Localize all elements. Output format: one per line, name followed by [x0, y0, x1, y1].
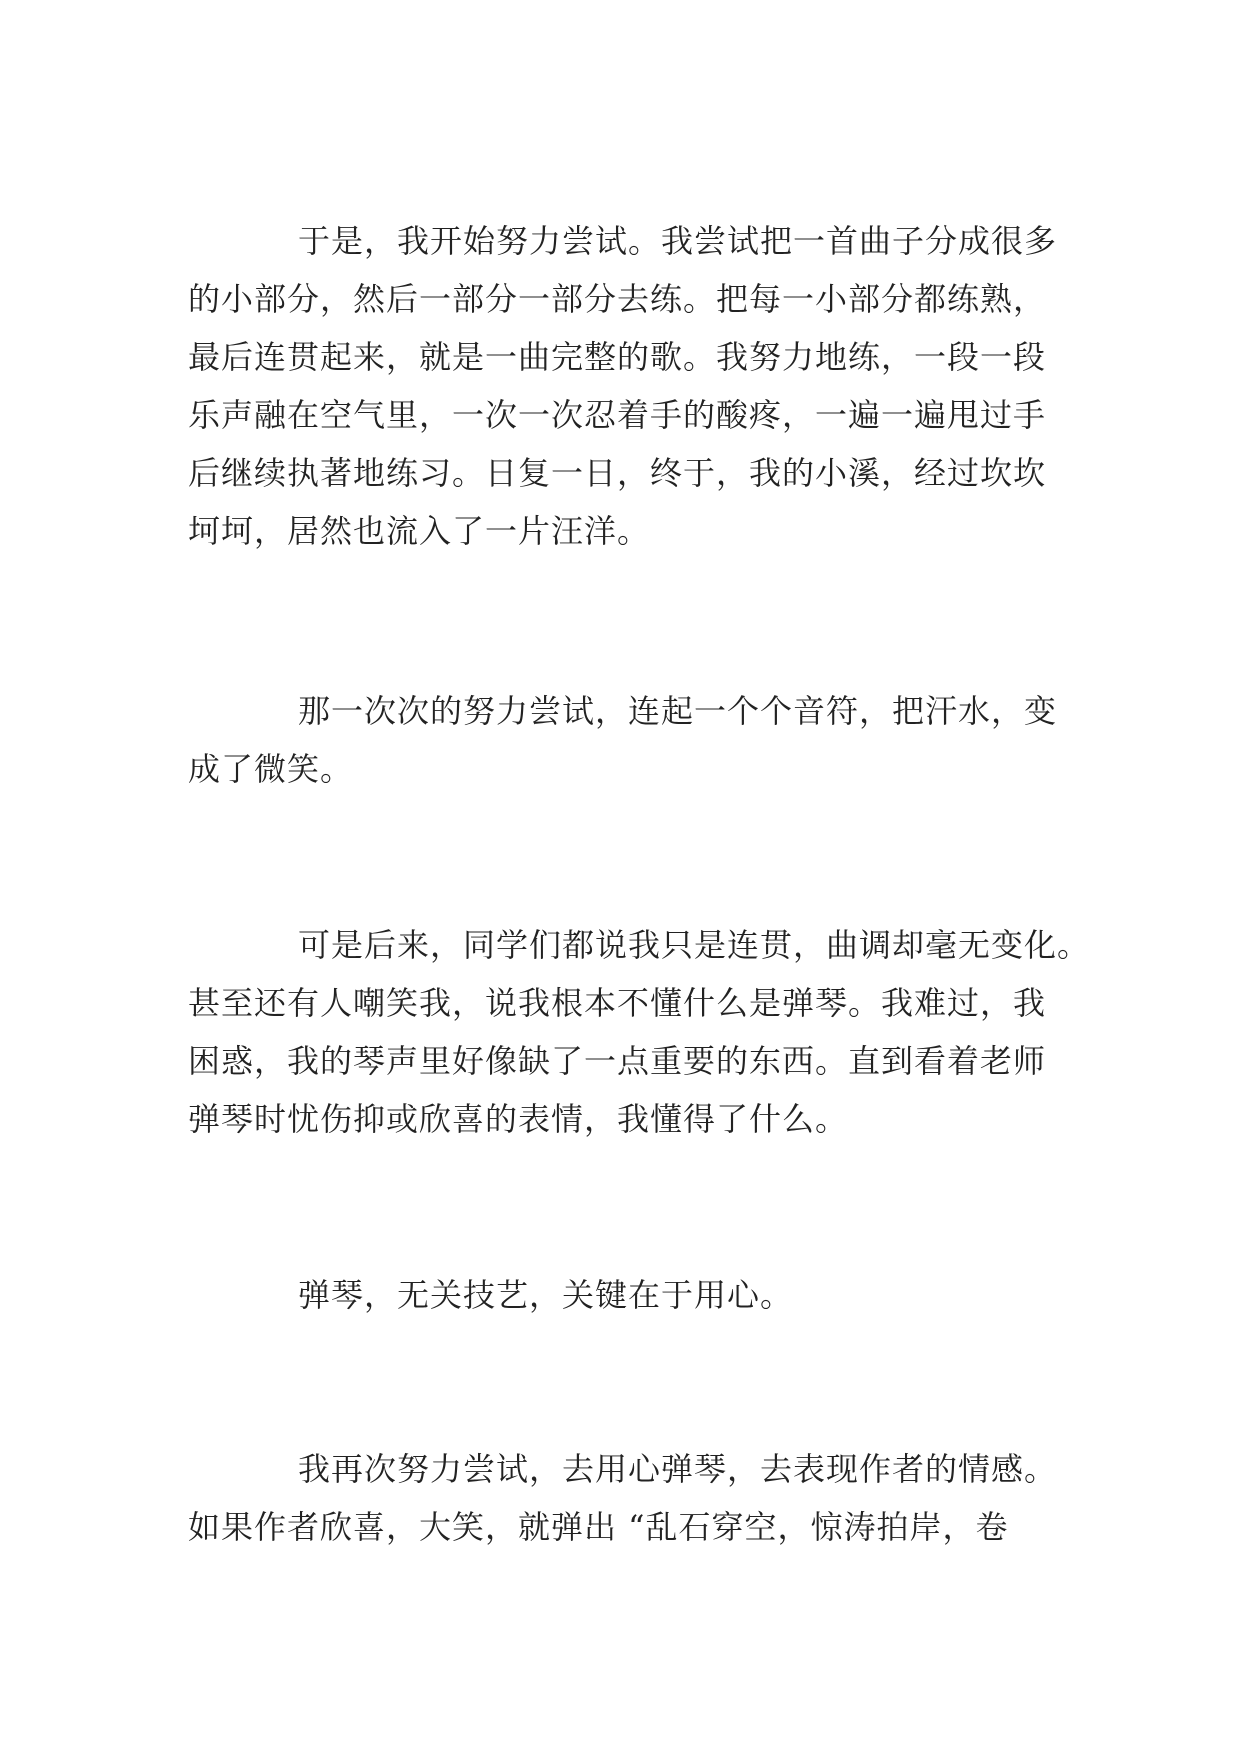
- paragraph-line: 甚至还有人嘲笑我，说我根本不懂什么是弹琴。我难过，我: [188, 984, 1047, 1022]
- paragraph-line: 可是后来，同学们都说我只是连贯，曲调却毫无变化。: [298, 926, 1091, 964]
- paragraph-line: 我再次努力尝试，去用心弹琴，去表现作者的情感。: [298, 1450, 1058, 1488]
- paragraph-line: 弹琴，无关技艺，关键在于用心。: [298, 1276, 794, 1314]
- paragraph-line: 最后连贯起来，就是一曲完整的歌。我努力地练，一段一段: [188, 338, 1047, 376]
- paragraph-3: [188, 916, 1091, 1148]
- paragraph-line: 于是，我开始努力尝试。我尝试把一首曲子分成很多: [298, 222, 1058, 260]
- paragraph-line: 困惑，我的琴声里好像缺了一点重要的东西。直到看着老师: [188, 1042, 1047, 1080]
- paragraph-line: 那一次次的努力尝试，连起一个个音符，把汗水，变: [298, 692, 1058, 730]
- paragraph-line: 的小部分，然后一部分一部分去练。把每一小部分都练熟，: [188, 280, 1047, 318]
- paragraph-line: 乐声融在空气里，一次一次忍着手的酸疼，一遍一遍甩过手: [188, 396, 1047, 434]
- paragraph-line: 后继续执著地练习。日复一日，终于，我的小溪，经过坎坎: [188, 454, 1047, 492]
- paragraph-2: [188, 682, 1058, 798]
- paragraph-line: 坷坷，居然也流入了一片汪洋。: [188, 512, 651, 550]
- paragraph-line: 成了微笑。: [188, 750, 354, 788]
- paragraph-line: 弹琴时忧伤抑或欣喜的表情，我懂得了什么。: [188, 1100, 849, 1138]
- paragraph-line: 如果作者欣喜，大笑，就弹出 “乱石穿空，惊涛拍岸，卷: [188, 1508, 1009, 1546]
- paragraph-1: [188, 212, 1058, 560]
- paragraph-5: [188, 1440, 1058, 1556]
- paragraph-4: [188, 1266, 1058, 1324]
